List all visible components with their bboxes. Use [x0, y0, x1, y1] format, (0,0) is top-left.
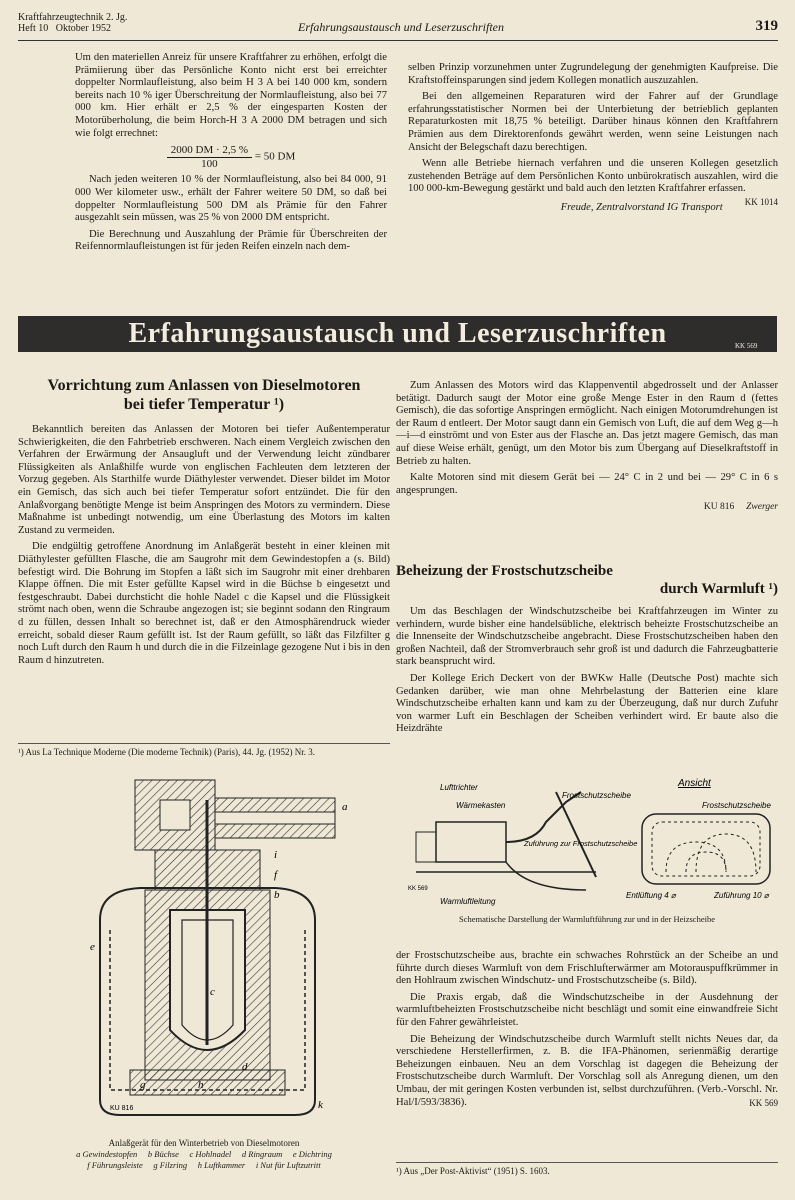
formula-denominator: 100 — [201, 157, 218, 170]
section-banner: Erfahrungsaustausch und Leserzuschriften — [18, 316, 777, 352]
fig-label-k: k — [318, 1099, 323, 1111]
article1-title: Vorrichtung zum Anlassen von Dieselmotoren bei tiefer Temperatur ¹) — [47, 377, 361, 413]
fig-code: KU 816 — [110, 1105, 134, 1112]
label-entlueftung: Entlüftung 4 ⌀ — [626, 891, 676, 900]
paragraph: Bei den allgemeinen Reparaturen wird der Fahrer auf der Grundlage erfahrungsstatistischer Normen bei der Unterbietung der betrieblich geplanten Reparaturkosten mit 18,75 % beteiligt. Darüber hinaus können den Kraftfahrern Prämien aus dem Direktorenfonds gewährt werden, wenn seine Leistungen nach Ansicht der Belegschaft dazu berechtigen. — [408, 91, 778, 153]
article2-footnote: ¹) Aus „Der Post-Aktivist“ (1951) S. 1603. — [396, 1162, 778, 1176]
issue-number: Heft 10 — [18, 23, 49, 34]
fig-label-c: c — [210, 986, 215, 998]
figure1-legend-1: a Gewindestopfen b Büchse c Hohlnadel d Ringraum e Dichtring — [76, 1149, 332, 1159]
issue-date: Oktober 1952 — [55, 23, 112, 34]
page-header — [18, 12, 778, 41]
top-left-column — [75, 52, 387, 258]
fig-label-f: f — [274, 869, 278, 881]
top-right-column — [408, 62, 778, 217]
banner-code: KK 569 — [735, 342, 758, 350]
journal-info — [18, 12, 127, 34]
sketch-code: KK 569 — [408, 886, 428, 892]
label-ansicht: Ansicht — [678, 778, 711, 789]
article1-sign — [396, 501, 778, 514]
figure1-caption-title: Anlaßgerät für den Winterbetrieb von Dieselmotoren — [108, 1138, 300, 1148]
article1-code: KU 816 — [703, 502, 735, 513]
figure1-caption — [18, 1138, 390, 1171]
paragraph: der Frostschutzscheibe aus, brachte ein schwaches Rohrstück an der Scheibe an und führte durch dieses Warmluft von dem Frischlufterwärmer am Motorauspuffkrümmer in den Hohlraum zwischen Windschutz- und Frostschutzscheibe (s. Bild). — [396, 950, 778, 987]
article1-footnote: ¹) Aus La Technique Moderne (Die moderne Technik) (Paris), 44. Jg. (1952) Nr. 3. — [18, 743, 390, 757]
paragraph: Bekanntlich bereiten das Anlassen der Motoren bei tiefer Außentemperatur Schwierigkeiten, die den Fahrbetrieb erschweren. Nach einem Vergleich zwischen den Verfahren der Erwärmung der Ansaugluft und der Verwendung leicht zündbarer Flüssigkeiten als Anlaßhilfe wurde von englischen Fachleuten dem letzteren der Vorzug gegeben. Als Starthilfe wurde Diäthylester verwendet. Dieser bildet im Motor ein Gemisch, das sich auch bei tiefer Temperatur sofort entzündet. Die für den Anlaßvorgang benötigte Menge ist beim Anspringen des Motors zu vermindern. Diese Maßnahme ist unbedingt notwendig, um eine Überlastung des Motors im kalten Zustand zu vermeiden. — [18, 424, 390, 536]
fig-label-g: g — [140, 1079, 146, 1091]
page-number: 319 — [755, 18, 778, 34]
paragraph: Um das Beschlagen der Windschutzscheibe bei Kraftfahrzeugen im Winter zu verhindern, wurde bisher eine handelsübliche, elektrisch beheizte Frostschutzscheibe an die Innenseite der Windschutzscheibe angebracht. Diese Frostschutzscheiben haben den großen Nachteil, daß der Stromverbrauch sehr groß ist und dadurch die Fahrzeugbatterie stark beansprucht wird. — [396, 606, 778, 668]
fig-label-a: a — [342, 801, 348, 813]
fig-label-i: i — [274, 849, 278, 861]
paragraph: Kalte Motoren sind mit diesem Gerät bei — 24° C in 2 und bei — 29° C in 6 s angesprungen. — [396, 472, 778, 496]
article1-column-cont — [396, 380, 778, 514]
fig-label-d: d — [242, 1061, 248, 1073]
paragraph: Die endgültig getroffene Anordnung im Anlaßgerät besteht in einer kleinen mit Diäthylester gefüllten Flasche, die am Saugrohr mit dem Gewindestopfen a (s. Bild) befestigt wird. Die Bohrung im Stopfen a läßt sich im Saugrohr mit einer drehbaren Klappe öffnen. Die mit Ester gefüllte Kapsel wird in die Büchse b eingesetzt und festgeschraubt. Dabei durchsticht die hohle Nadel c die Kapsel und die Flüssigkeit strömt nach oben, wenn die Schraube angezogen ist; sie beginnt sodann den Ringraum d zu füllen, dessen Inhalt so berechnet ist, daß er den Atmosphärendruck wieder erreicht, sobald dieser Raum gefüllt ist. Ist der Raum gefüllt, so läßt das Filzfilter g noch Luft durch den Raum h und durch die in die Filzeinlage gezogene Nut i bis in den Raum d hinzutreten. — [18, 541, 390, 666]
label-frostschutzscheibe: Frostschutzscheibe — [562, 791, 631, 800]
fig-label-e: e — [90, 941, 95, 953]
fig-label-b: b — [274, 889, 280, 901]
paragraph: Zum Anlassen des Motors wird das Klappenventil abgedrosselt und der Anlasser betätigt. Dadurch saugt der Motor eine große Menge Ester in den Raum d (fettes Gemisch), die das sofortige Anspringen ermöglicht. Nach einigen Motorumdrehungen ist der Raum d entleert. Der Motor saugt dann ein Gemisch von Luft, die auf dem Weg g—h—i—d einströmt und von Ester aus der Flasche an. Das jetzt magere Gemisch, das man auf diese Weise erhält, genügt, um den Motor bis zum Übergang auf Dieselkraftstoff in Betrieb zu halten. — [396, 380, 778, 467]
article1-signature: Zwerger — [746, 502, 778, 513]
section-title: Erfahrungsaustausch und Leserzuschriften — [298, 20, 505, 34]
article2-column-cont — [396, 950, 778, 1113]
signature: Freude, Zentralvorstand IG Transport — [560, 201, 723, 213]
label-zufuehrung-2: Zuführung 10 ⌀ — [714, 891, 769, 900]
article2-title: Beheizung der Frostschutzscheibe durch Warmluft ¹) — [396, 563, 778, 597]
warmair-sketch — [396, 772, 778, 912]
paragraph: Die Berechnung und Auszahlung der Prämie für Überschreiten der Reifennormlaufleistungen ist für jeden Reifen einzeln nach dem- — [75, 228, 387, 253]
formula-numerator: 2000 DM · 2,5 % — [167, 144, 252, 158]
article2-column — [396, 562, 778, 740]
formula — [75, 144, 387, 170]
paragraph: Die Beheizung der Windschutzscheibe durch Warmluft stellt nichts Neues dar, da verschiedene Herstellerfirmen, z. B. die IFA-Phänomen, serienmäßig derartige Beheizungen einbauen. Neu an dem Vorschlag ist dagegen die Beheizung der Frostschutzscheibe durch Warmluft. Der Vorschlag soll als Anregung dienen, um den Umbau, der mit geringen Kosten verbunden ist, selbst durchzuführen. (Verb.-Vorschl. Nr. Hal/I/593/3836). KK 569 — [396, 1033, 778, 1108]
starter-device-drawing — [60, 770, 370, 1120]
paragraph: Wenn alle Betriebe hiernach verfahren und die unseren Kollegen gesetzlich zustehenden Beträge auf dem Persönlichen Konto unbürokratisch auszahlen, wird die 100 000-km-Bewegung gestärkt und bald auch den letzten Kraftfahrer erfassen. KK 1014 — [408, 158, 778, 207]
sketch-caption: Schematische Darstellung der Warmluftführung zur und in der Heizscheibe — [459, 914, 715, 924]
paragraph: selben Prinzip vorzunehmen unter Zugrundelegung der genehmigten Kaufpreise. Die Kraftstoffeinsparungen sind jedem Kollegen monatlich auszuzahlen. — [408, 62, 778, 86]
paragraph: Um den materiellen Anreiz für unsere Kraftfahrer zu erhöhen, erfolgt die Prämiierung über das Persönliche Konto nicht erst bei erreichter doppelter Normlaufleistung, also beim H 3 A bei 140 000 km, sondern bereits nach 10 % iger Überschreitung der Normlaufleistung, also bei 77 000 km. Hier erhält er 2,5 % der eingesparten Kosten der Motorüberholung, die beim Horch-H 3 A 2000 DM betragen und sich wie folgt errechnet: — [75, 52, 387, 139]
label-waermekasten: Wärmekasten — [456, 801, 506, 810]
paragraph: Nach jeden weiteren 10 % der Normlaufleistung, also bei 84 000, 91 000 Wer kilometer usw., erhält der Fahrer weitere 50 DM, so daß bei doppelter Normlaufleistung 500 DM als Prämie für den Fahrer ausgezahlt sein müssen, was 25 % von 2000 DM entspricht. — [75, 174, 387, 224]
label-frostschutzscheibe-2: Frostschutzscheibe — [702, 801, 771, 810]
article-code: KK 1014 — [744, 196, 778, 207]
label-lufttrichter: Lufttrichter — [440, 783, 478, 792]
label-zufuehrung: Zuführung zur Frostschutzscheibe — [524, 839, 638, 848]
formula-result: = 50 DM — [254, 150, 296, 163]
article2-code: KK 569 — [749, 1097, 778, 1108]
paragraph: Der Kollege Erich Deckert von der BWKw Halle (Deutsche Post) machte sich Gedanken darüber, wie man ohne Mehrbelastung der Batterien eine klare Windschutzscheibe erhalten kann und kam zu der Überzeugung, daß nur durch Zufuhr von warmer Luft ein Beschlagen der Scheiben verhindert wird. Er baute also die Heizdrähte — [396, 672, 778, 735]
label-warmluftleitung: Warmluftleitung — [440, 897, 496, 906]
fig-label-h: h — [198, 1079, 204, 1091]
paragraph: Die Praxis ergab, daß die Windschutzscheibe in der Ausdehnung der warmluftbeheizten Frostschutzscheibe nicht beschlägt und somit eine einwandfreie Sicht für den Fahrer gewährleistet. — [396, 991, 778, 1028]
article1-column — [18, 376, 390, 671]
figure1-legend-2: f Führungsleiste g Filzring h Luftkammer i Nut für Luftzutritt — [87, 1160, 321, 1170]
journal-name: Kraftfahrzeugtechnik 2. Jg. — [18, 12, 128, 23]
